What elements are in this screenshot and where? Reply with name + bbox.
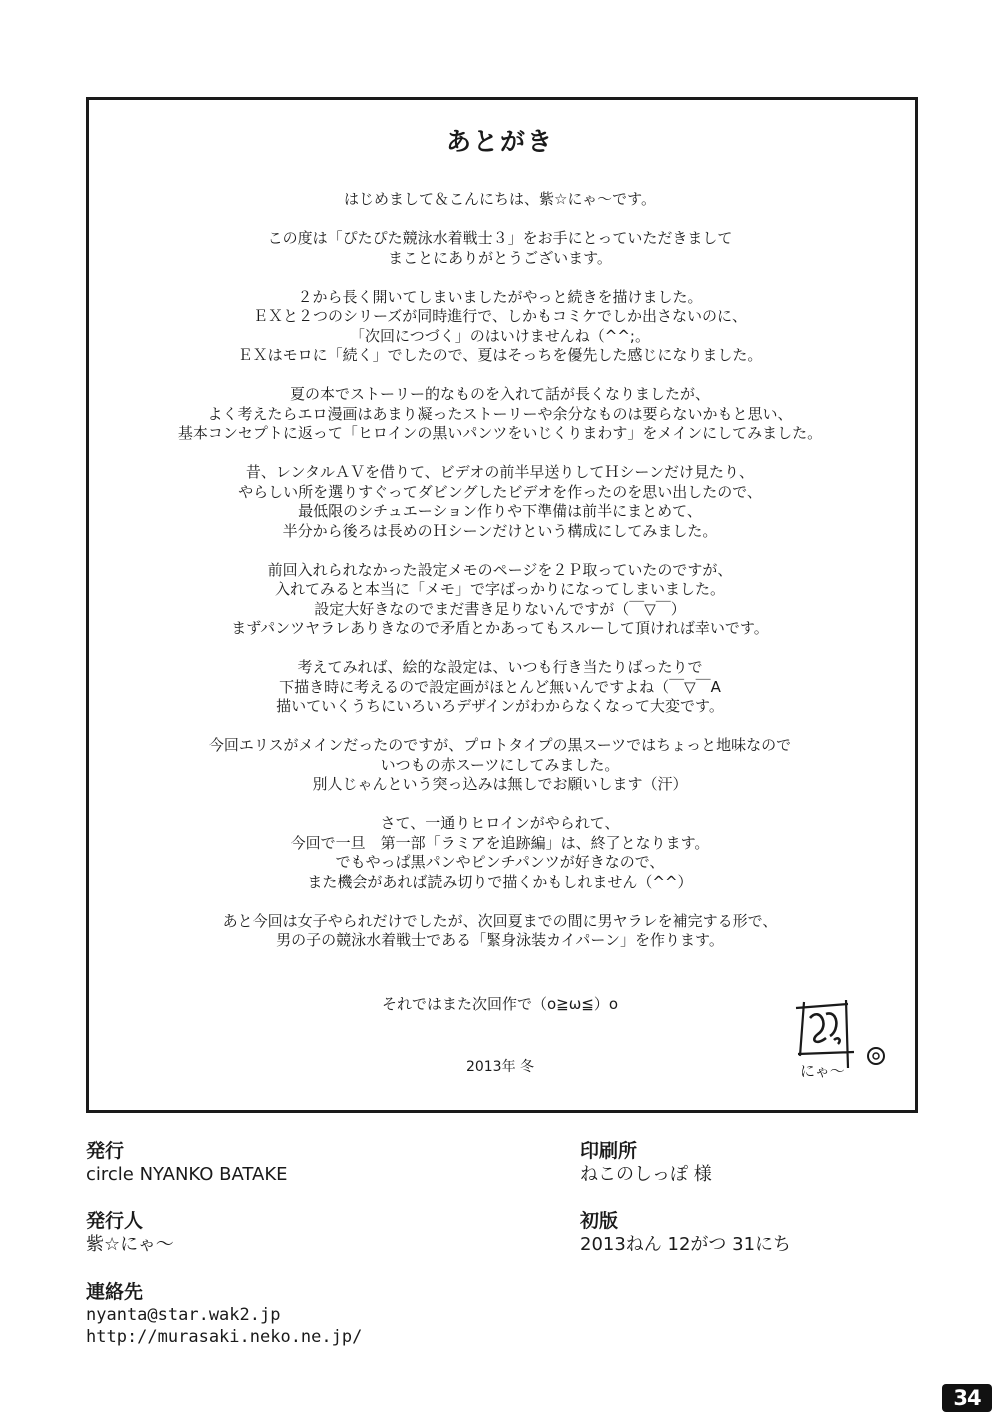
- first-edition-value: 2013ねん 12がつ 31にち: [580, 1234, 792, 1255]
- afterword-line: 半分から後ろは長めのＨシーンだけという構成にしてみました。: [282, 521, 718, 540]
- afterword-date: 2013年 冬: [465, 1059, 535, 1075]
- afterword-paragraph: [100, 190, 900, 210]
- contact-block: [86, 1280, 362, 1348]
- printer-value: ねこのしっぽ 様: [580, 1164, 712, 1185]
- publisher-block: [86, 1139, 288, 1187]
- afterword-paragraph: [100, 658, 900, 717]
- afterword-line: よく考えたらエロ漫画はあまり凝ったストーリーや余分なものは要らないかもと思い、: [207, 404, 793, 423]
- afterword-body: [100, 190, 900, 970]
- afterword-line: 下描き時に考えるので設定画がほとんど無いんですよね（￣▽￣A: [279, 677, 721, 696]
- afterword-line: 別人じゃんという突っ込みは無しでお願いします（汗）: [312, 775, 688, 793]
- issuer-label: 発行人: [86, 1210, 144, 1232]
- first-edition-block: [580, 1209, 791, 1257]
- afterword-paragraph: [100, 736, 900, 795]
- afterword-line: 今回で一旦 第一部「ラミアを追跡編」は、終了となります。: [290, 833, 710, 852]
- afterword-paragraph: [100, 385, 900, 444]
- issuer-block: [86, 1209, 174, 1257]
- afterword-line: あと今回は女子やられだけでしたが、次回夏までの間に男ヤラレを補完する形で、: [222, 911, 778, 930]
- afterword-line: 「次回につづく」のはいけませんね（^^;。: [350, 326, 650, 345]
- contact-email: nyanta@star.wak2.jp: [86, 1305, 281, 1325]
- afterword-line: やらしい所を選りすぐってダビングしたビデオを作ったのを思い出したので、: [238, 482, 762, 501]
- afterword-line: さて、一通りヒロインがやられて、: [380, 814, 620, 832]
- afterword-title: あとがき: [445, 127, 554, 156]
- afterword-paragraph: [100, 912, 900, 951]
- afterword-line: 最低限のシチュエーション作りや下準備は前半にまとめて、: [298, 502, 702, 520]
- afterword-line: はじめまして＆こんにちは、紫☆にゃ〜です。: [344, 190, 656, 208]
- afterword-paragraph: [100, 229, 900, 268]
- afterword-line: この度は「ぴたぴた競泳水着戦士３」をお手にとっていただきまして: [267, 229, 733, 247]
- page-number: 34: [942, 1384, 992, 1412]
- afterword-line: まことにありがとうございます。: [388, 248, 612, 267]
- afterword-line: いつもの赤スーツにしてみました。: [380, 755, 620, 774]
- printer-label: 印刷所: [580, 1140, 638, 1162]
- afterword-line: 描いていくうちにいろいろデザインがわからなくなって大変です。: [276, 697, 724, 715]
- printer-block: [580, 1139, 712, 1187]
- afterword-paragraph: [100, 814, 900, 892]
- afterword-line: 今回エリスがメインだったのですが、プロトタイプの黒スーツではちょっと地味なので: [208, 736, 792, 754]
- afterword-line: 昔、レンタルＡＶを借りて、ビデオの前半早送りしてＨシーンだけ見たり、: [245, 463, 755, 481]
- svg-text:にゃ〜: にゃ〜: [800, 1062, 845, 1080]
- afterword-line: でもやっぱ黒パンやピンチパンツが好きなので、: [335, 853, 665, 871]
- afterword-line: ＥＸと２つのシリーズが同時進行で、しかもコミケでしか出さないのに、: [253, 307, 747, 325]
- afterword-line: また機会があれば読み切りで描くかもしれません（^^）: [307, 872, 693, 891]
- afterword-line: まずパンツヤラレありきなので矛盾とかあってもスルーして頂ければ幸いです。: [231, 619, 769, 637]
- contact-url: http://murasaki.neko.ne.jp/: [86, 1327, 363, 1347]
- issuer-value: 紫☆にゃ〜: [86, 1234, 174, 1255]
- afterword-paragraph: [100, 288, 900, 366]
- publisher-label: 発行: [86, 1140, 125, 1162]
- contact-label: 連絡先: [86, 1281, 144, 1303]
- publisher-value: circle NYANKO BATAKE: [86, 1164, 288, 1185]
- afterword-closing: それではまた次回作で（o≧ω≦）o: [381, 995, 619, 1013]
- afterword-line: 夏の本でストーリー的なものを入れて話が長くなりましたが、: [289, 385, 710, 403]
- afterword-line: 考えてみれば、絵的な設定は、いつも行き当たりばったりで: [297, 658, 703, 676]
- afterword-paragraph: [100, 561, 900, 639]
- author-signature: [790, 996, 890, 1086]
- afterword-line: ＥＸはモロに「続く」でしたので、夏はそっちを優先した感じになりました。: [237, 346, 763, 364]
- afterword-line: 設定大好きなのでまだ書き足りないんですが（￣▽￣）: [314, 599, 686, 618]
- first-edition-label: 初版: [580, 1210, 619, 1232]
- afterword-line: 男の子の競泳水着戦士である「緊身泳装カイパーン」を作ります。: [276, 931, 724, 949]
- afterword-line: 前回入れられなかった設定メモのページを２Ｐ取っていたのですが、: [267, 560, 733, 579]
- afterword-paragraph: [100, 463, 900, 541]
- afterword-line: 入れてみると本当に「メモ」で字ばっかりになってしまいました。: [274, 580, 725, 598]
- afterword-line: ２から長く開いてしまいましたがやっと続きを描けました。: [297, 287, 703, 306]
- afterword-line: 基本コンセプトに返って「ヒロインの黒いパンツをいじくりまわす」をメインにしてみました。: [177, 424, 823, 442]
